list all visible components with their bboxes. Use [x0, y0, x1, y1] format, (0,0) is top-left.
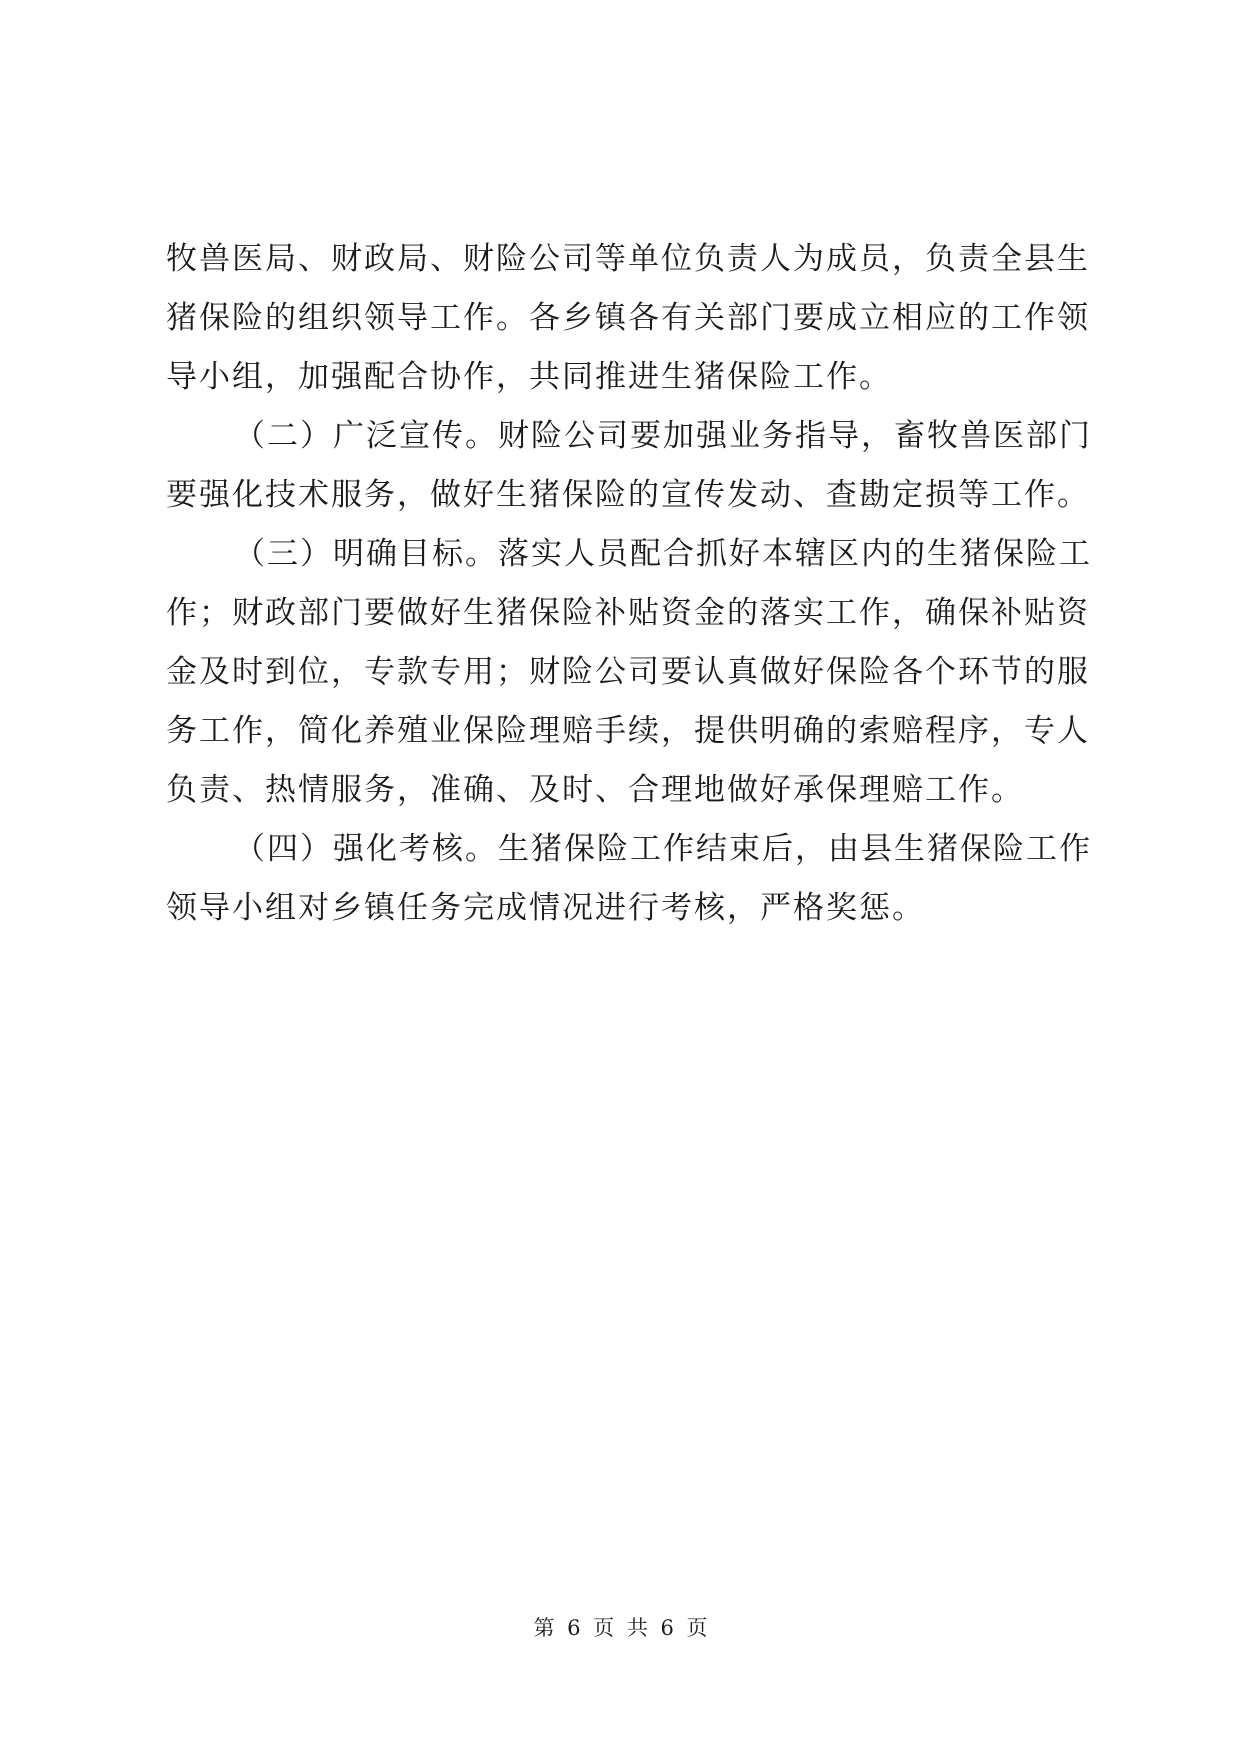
page-number-footer: 第 6 页 共 6 页 — [533, 1616, 708, 1640]
paragraph-line: （三）明确目标。落实人员配合抓好本辖区内的生猪保险工 — [234, 536, 1092, 572]
document-body — [166, 230, 1092, 938]
paragraph-line: （四）强化考核。生猪保险工作结束后，由县生猪保险工作 — [234, 831, 1092, 867]
paragraph-line: 作；财政部门要做好生猪保险补贴资金的落实工作，确保补贴资 — [166, 595, 1090, 631]
paragraph-line: 金及时到位，专款专用；财险公司要认真做好保险各个环节的服 — [166, 654, 1090, 690]
paragraph-line: 猪保险的组织领导工作。各乡镇各有关部门要成立相应的工作领 — [166, 300, 1090, 336]
paragraph-line: （二）广泛宣传。财险公司要加强业务指导，畜牧兽医部门 — [234, 418, 1092, 454]
paragraph-line: 导小组，加强配合协作，共同推进生猪保险工作。 — [166, 359, 892, 395]
paragraph-line: 牧兽医局、财政局、财险公司等单位负责人为成员，负责全县生 — [166, 241, 1090, 277]
paragraph-line: 负责、热情服务，准确、及时、合理地做好承保理赔工作。 — [166, 772, 1024, 808]
paragraph-line: 领导小组对乡镇任务完成情况进行考核，严格奖惩。 — [166, 890, 925, 926]
paragraph-line: 务工作，简化养殖业保险理赔手续，提供明确的索赔程序，专人 — [166, 713, 1090, 749]
paragraph-line: 要强化技术服务，做好生猪保险的宣传发动、查勘定损等工作。 — [166, 477, 1090, 513]
